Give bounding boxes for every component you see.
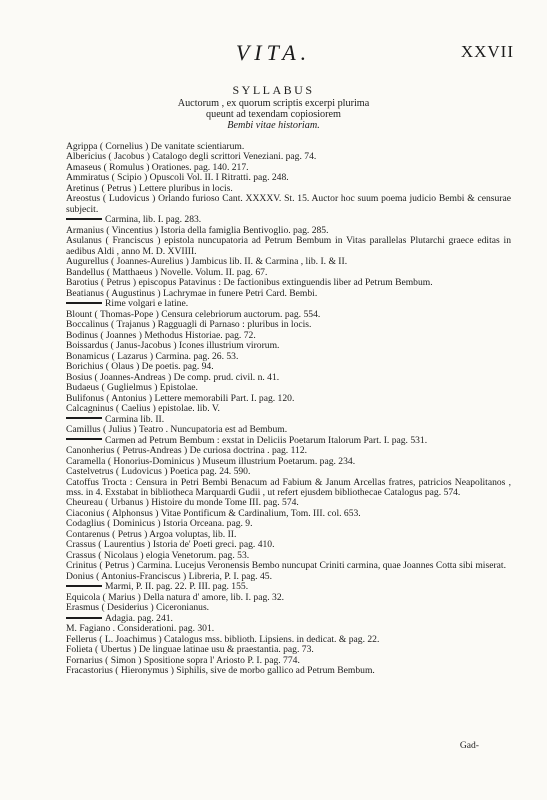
list-item: Fracastorius ( Hieronymus ) Siphilis, sive de morbo gallico ad Petrum Bembum. (66, 665, 375, 677)
list-item: Folieta ( Ubertus ) De linguae latinae usu & praestantia. pag. 73. (66, 644, 314, 656)
list-item: Canonherius ( Petrus-Andreas ) De curiosa doctrina . pag. 112. (66, 445, 308, 457)
author-list (66, 142, 511, 677)
list-item-continuation: Carmina lib. II. (66, 415, 511, 425)
list-item: Catoffus Trocta : Censura in Petri Bembi Benacum ad Fabium & Janum Arcellas fratres, patricios Neapolitanos , mss. in 4. Exstabat in bibliotheca Marquardi Gudii , ut refert ejusdem bibliothecae Catalogus pag. 574. (66, 476, 511, 498)
list-item: Aretinus ( Petrus ) Lettere pluribus in locis. (66, 182, 233, 194)
list-item: Armanius ( Vincentius ) Istoria della famiglia Bentivoglio. pag. 285. (66, 224, 329, 236)
list-item: Camillus ( Julius ) Teatro . Nuncupatoria est ad Bembum. (66, 424, 288, 436)
intro-line-2: queunt ad texendam copiosiorem (206, 109, 341, 120)
intro-line-1: Auctorum , ex quorum scriptis excerpi plurima (177, 98, 370, 109)
list-item: Donius ( Antonius-Franciscus ) Libreria, P. I. pag. 45. (66, 570, 272, 582)
running-title: VITA. (235, 40, 312, 65)
list-item: Bodinus ( Joannes ) Methodus Historiae. pag. 72. (66, 329, 256, 341)
ditto-rule (66, 585, 102, 587)
list-item: Bandellus ( Matthaeus ) Novelle. Volum. II. pag. 67. (66, 266, 268, 278)
list-item: Ammiratus ( Scipio ) Opuscoli Vol. II. I Ritratti. pag. 248. (66, 172, 289, 184)
list-item: Barotius ( Petrus ) episcopus Patavinus : De factionibus extinguendis liber ad Petrum Bembum. (66, 277, 433, 289)
intro-block (0, 98, 547, 131)
list-item: Caramella ( Honorius-Dominicus ) Museum illustrium Poetarum. pag. 234. (66, 455, 356, 467)
list-item: Augurellus ( Joannes-Aurelius ) Jambicus lib. II. & Carmina , lib. I. & II. (66, 256, 348, 268)
list-item: Bonamicus ( Lazarus ) Carmina. pag. 26. 53. (66, 350, 239, 362)
list-item: Crinitus ( Petrus ) Carmina. Lucejus Veronensis Bembo nuncupat Criniti carmina, quae Joannes Cotta sibi miserat. (66, 560, 506, 572)
list-item: Bosius ( Joannes-Andreas ) De comp. prud. civil. n. 41. (66, 371, 280, 383)
list-item: Boissardus ( Janus-Jacobus ) Icones illustrium virorum. (66, 340, 280, 352)
list-item-continuation: Rime volgari e latine. (66, 299, 511, 309)
intro-line-3: Bembi vitae historiam. (227, 120, 320, 131)
ditto-rule (66, 218, 102, 220)
ditto-rule (66, 417, 102, 419)
list-item: M. Fagiano . Considerationi. pag. 301. (66, 623, 215, 635)
list-item: Albericius ( Jacobus ) Catalogo degli scrittori Veneziani. pag. 74. (66, 151, 317, 163)
list-item: Castelvetrus ( Ludovicus ) Poetica pag. 24. 590. (66, 466, 251, 478)
list-item: Codaglius ( Dominicus ) Istoria Orceana. pag. 9. (66, 518, 253, 530)
list-item: Ciaconius ( Alphonsus ) Vitae Pontificum & Cardinalium, Tom. III. col. 653. (66, 507, 361, 519)
list-item-continuation: Marmi, P. II. pag. 22. P. III. pag. 155. (66, 582, 511, 592)
list-item: Budaeus ( Guglielmus ) Epistolae. (66, 382, 198, 394)
list-item: Asulanus ( Franciscus ) epistola nuncupatoria ad Petrum Bembum in Vitas parallelas Plutarchi graece editas in aedibus Aldi , anno M. D. XVIIII. (66, 235, 511, 257)
list-item: Equicola ( Marius ) Della natura d' amore, lib. I. pag. 32. (66, 591, 285, 603)
list-item: Blount ( Thomas-Pope ) Censura celebriorum auctorum. pag. 554. (66, 308, 321, 320)
list-item: Fornarius ( Simon ) Spositione sopra l' Ariosto P. I. pag. 774. (66, 654, 300, 666)
list-item: Contarenus ( Petrus ) Argoa voluptas, lib. II. (66, 528, 237, 540)
list-item-continuation: Adagia. pag. 241. (66, 614, 511, 624)
page-header (0, 40, 547, 70)
list-item-continuation: Carmen ad Petrum Bembum : exstat in Deliciis Poetarum Italorum Part. I. pag. 531. (66, 436, 511, 446)
list-item: Boccalinus ( Trajanus ) Ragguagli di Parnaso : pluribus in locis. (66, 319, 312, 331)
list-item: Agrippa ( Cornelius ) De vanitate scientiarum. (66, 141, 245, 152)
list-item: Amaseus ( Romulus ) Orationes. pag. 140. 217. (66, 161, 249, 173)
list-item: Areostus ( Ludovicus ) Orlando furioso Cant. XXXXV. St. 15. Auctor hoc suum poema judicio Bembi & censurae subjecit. (66, 193, 511, 215)
ditto-rule (66, 302, 102, 304)
page-number: XXVII (460, 42, 514, 61)
list-item: Crassus ( Laurentius ) Istoria de' Poeti greci. pag. 410. (66, 539, 275, 551)
list-item-continuation: Carmina, lib. I. pag. 283. (66, 215, 511, 225)
list-item: Crassus ( Nicolaus ) elogia Venetorum. pag. 53. (66, 549, 250, 561)
list-item: Calcagninus ( Caelius ) epistolae. lib. V. (66, 403, 220, 415)
list-item: Cheureau ( Urbanus ) Histoire du monde Tome III. pag. 574. (66, 497, 299, 509)
catchword: Gad- (459, 740, 479, 751)
section-heading: SYLLABUS (232, 83, 315, 97)
list-item: Fellerus ( L. Joachimus ) Catalogus mss. biblioth. Lipsiens. in dedicat. & pag. 22. (66, 633, 380, 645)
list-item: Bulifonus ( Antonius ) Lettere memorabili Part. I. pag. 120. (66, 392, 295, 404)
list-item: Borichius ( Olaus ) De poetis. pag. 94. (66, 361, 214, 373)
list-item: Beatianus ( Augustinus ) Lachrymae in funere Petri Card. Bembi. (66, 287, 318, 299)
ditto-rule (66, 617, 102, 619)
list-item: Erasmus ( Desiderius ) Ciceronianus. (66, 602, 210, 614)
ditto-rule (66, 438, 102, 440)
